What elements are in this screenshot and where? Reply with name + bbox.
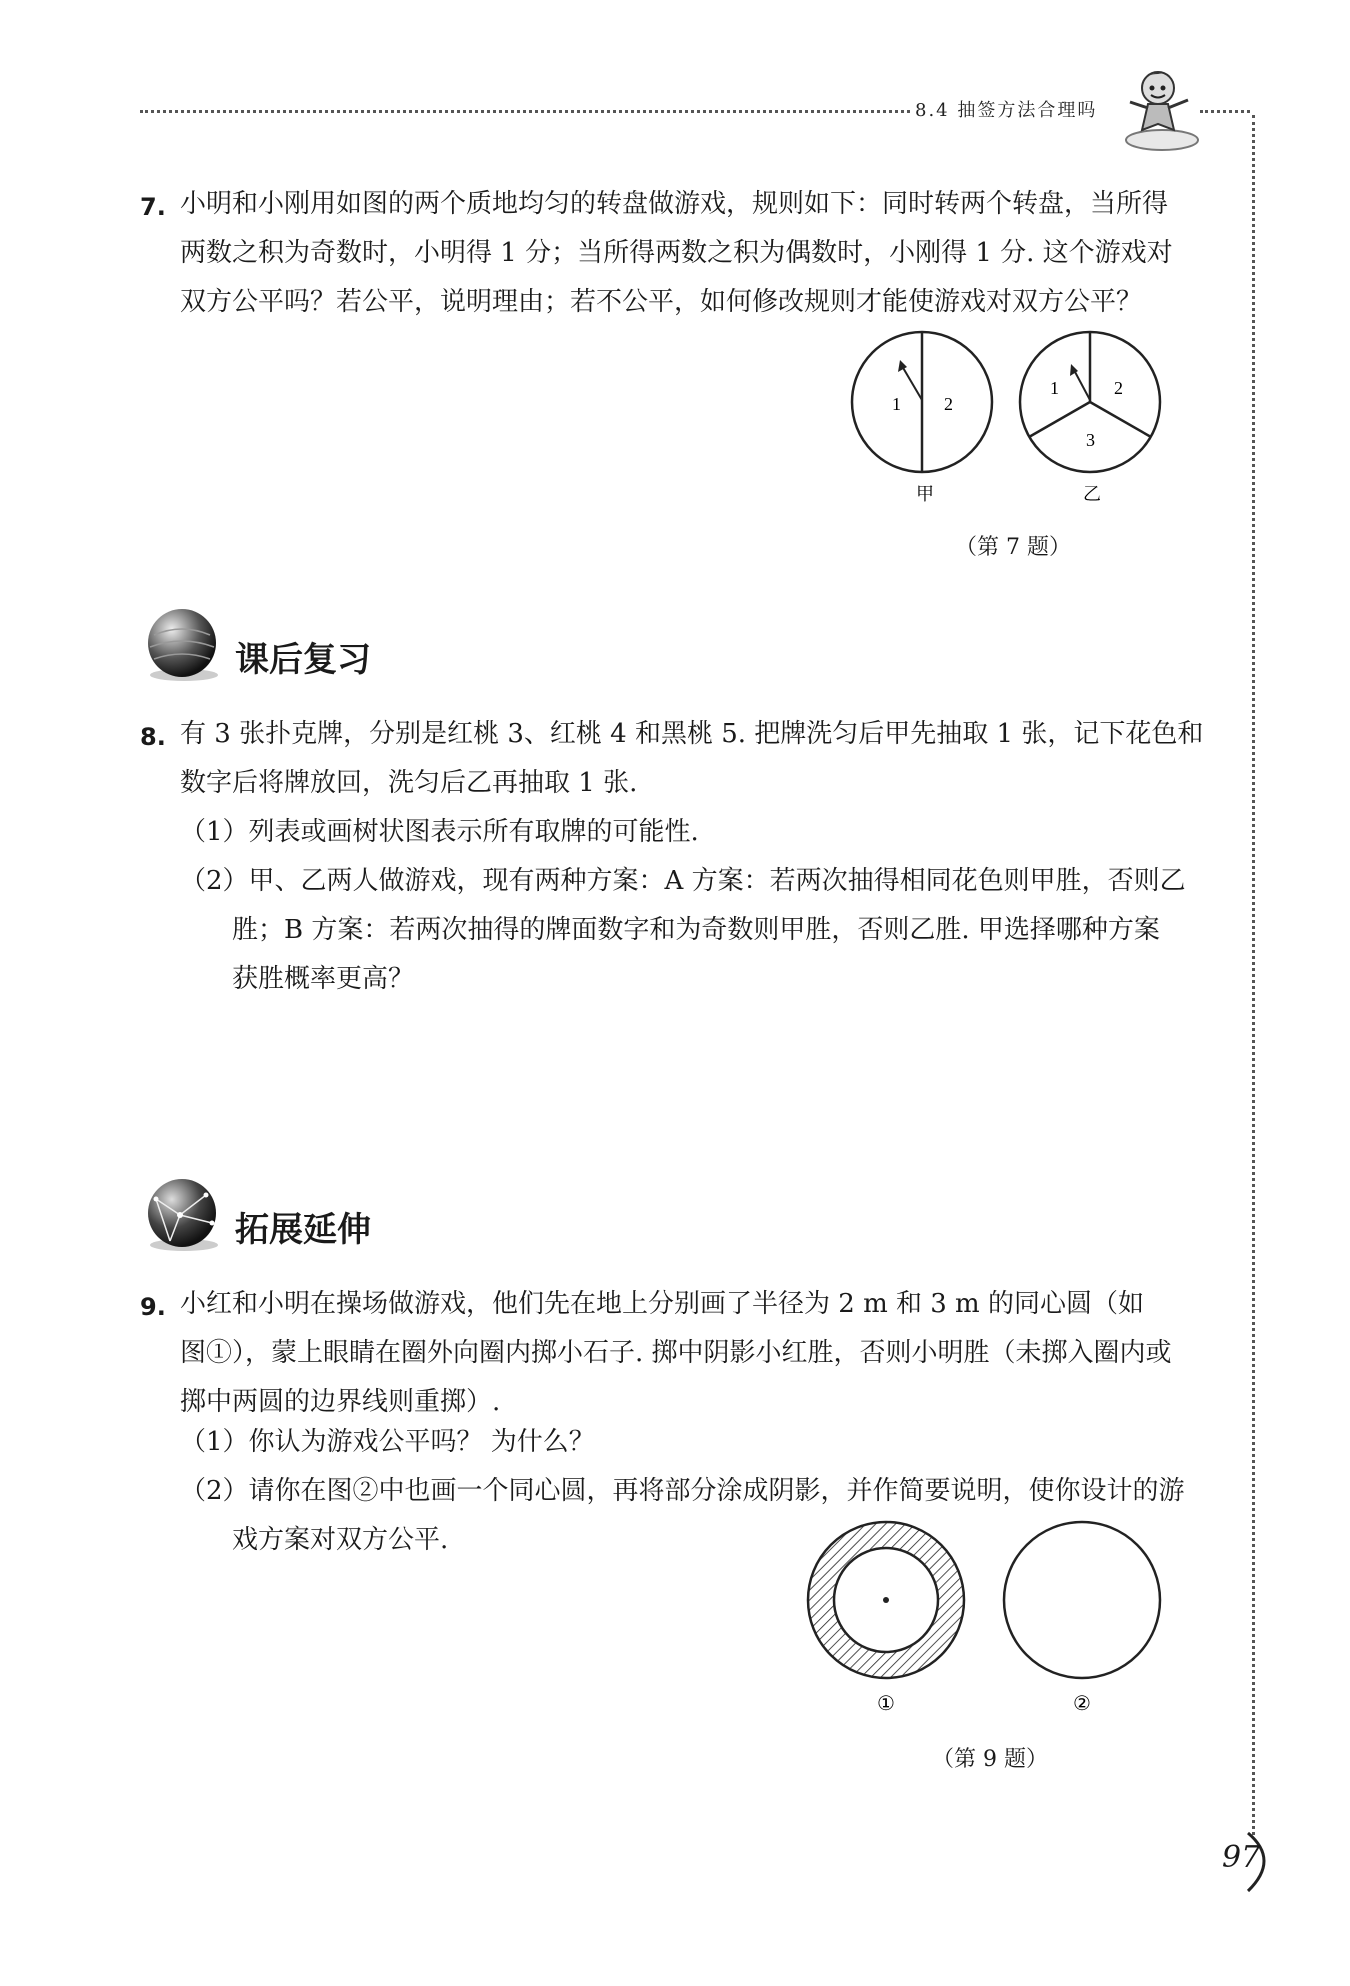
spinner-a [852, 332, 992, 504]
section-title: 拓展延伸 [235, 1210, 371, 1250]
text-line: 胜；B 方案：若两次抽得的牌面数字和为奇数则甲胜，否则乙胜. 甲选择哪种方案 [232, 915, 1160, 945]
sector-label: 1 [1050, 378, 1059, 398]
question-number: 9. [140, 1293, 166, 1321]
concentric-circles-figure [795, 1515, 1175, 1735]
header-dotted-rule-right [1200, 110, 1250, 113]
spinner-figure [840, 320, 1180, 510]
question-number: 7. [140, 193, 166, 221]
figure-label: ② [1073, 1691, 1091, 1715]
figure-caption: （第 9 题） [932, 1747, 1048, 1772]
question-text [180, 180, 1230, 327]
text-line: 双方公平吗？若公平，说明理由；若不公平，如何修改规则才能使游戏对双方公平？ [180, 287, 1143, 317]
text-line: 掷中两圆的边界线则重掷）. [180, 1387, 501, 1417]
sector-label: 2 [1114, 378, 1123, 398]
sector-label: 3 [1086, 430, 1095, 450]
text-line: 两数之积为奇数时，小明得 1 分；当所得两数之积为偶数时，小刚得 1 分. 这个游戏对 [180, 238, 1173, 268]
globe-icon [140, 605, 230, 685]
text-line: 小明和小刚用如图的两个质地均匀的转盘做游戏，规则如下：同时转两个转盘，当所得 [180, 189, 1169, 219]
spinner-name: 甲 [916, 484, 934, 504]
text-line: 有 3 张扑克牌，分别是红桃 3、红桃 4 和黑桃 5. 把牌洗匀后甲先抽取 1 张，记下花色和 [180, 719, 1204, 749]
header-dotted-rule [140, 110, 910, 113]
section-title: 课后复习 [235, 640, 371, 680]
side-dotted-rule [1252, 115, 1255, 1835]
spinner-name: 乙 [1083, 484, 1101, 504]
text-line: 获胜概率更高？ [232, 964, 415, 994]
mascot-icon [1118, 62, 1204, 154]
sector-label: 2 [944, 394, 953, 414]
sub-question-2 [180, 857, 1190, 1004]
header-section-title: 8.4 抽签方法合理吗 [915, 100, 1098, 121]
question-text [180, 710, 1230, 808]
text-line: （2）请你在图②中也画一个同心圆，再将部分涂成阴影，并作简要说明，使你设计的游 [180, 1476, 1185, 1506]
question-number: 8. [140, 723, 166, 751]
pointer-arrow-icon [898, 360, 907, 372]
text-line: 戏方案对双方公平. [232, 1525, 449, 1555]
sector-label: 1 [892, 394, 901, 414]
text-line: （2）甲、乙两人做游戏，现有两种方案：A 方案：若两次抽得相同花色则甲胜，否则乙 [180, 866, 1186, 896]
sub-question-1: （1）你认为游戏公平吗？ 为什么？ [180, 1427, 595, 1457]
text-line: 小红和小明在操场做游戏，他们先在地上分别画了半径为 2 m 和 3 m 的同心圆（如 [180, 1289, 1144, 1319]
figure-caption: （第 7 题） [955, 535, 1071, 560]
network-globe-icon [140, 1175, 230, 1255]
page-number: 97 [1222, 1840, 1261, 1875]
sub-question-1: （1）列表或画树状图表示所有取牌的可能性. [180, 817, 699, 847]
figure-label: ① [877, 1691, 895, 1715]
text-line: 数字后将牌放回，洗匀后乙再抽取 1 张. [180, 768, 638, 798]
question-text [180, 1280, 1230, 1427]
text-line: 图①），蒙上眼睛在圈外向圈内掷小石子. 掷中阴影小红胜，否则小明胜（未掷入圈内或 [180, 1338, 1172, 1368]
spinner-b [1020, 332, 1160, 504]
figure-2 [1004, 1522, 1160, 1715]
figure-1 [808, 1522, 964, 1715]
